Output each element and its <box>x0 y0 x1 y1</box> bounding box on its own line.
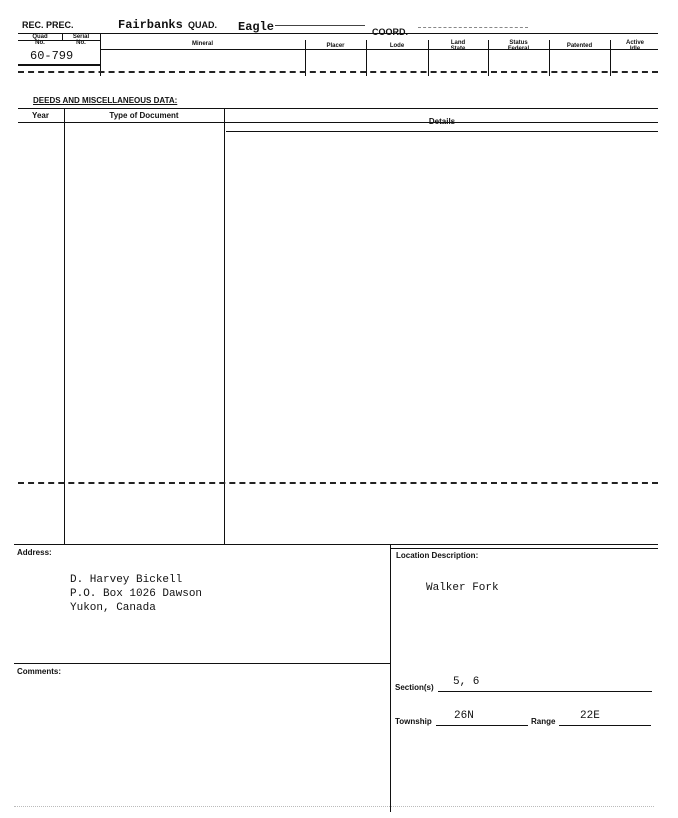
township-label: Township <box>395 717 432 726</box>
section-label: Section(s) <box>395 683 434 692</box>
col-status-federal: Status Federal <box>507 40 530 52</box>
col-active-idle: Active Idle <box>625 40 644 52</box>
col-mineral: Mineral <box>191 41 213 47</box>
col-quad-no: Quad No. <box>32 34 48 46</box>
header-table-top <box>18 33 658 34</box>
quad-value: Eagle <box>238 20 275 34</box>
address-label: Address: <box>17 548 52 557</box>
section-value: 5, 6 <box>453 676 480 688</box>
township-value: 26N <box>454 710 474 722</box>
col-year: Year <box>32 111 49 120</box>
coord-label: COORD. <box>372 27 408 37</box>
address-lines: D. Harvey Bickell P.O. Box 1026 Dawson Yukon, Canada <box>70 574 203 614</box>
range-label: Range <box>531 717 556 726</box>
col-details: Details <box>428 117 456 126</box>
rec-prec-label: REC. PREC. <box>22 20 74 30</box>
col-land-state: Land State <box>450 40 466 52</box>
comments-label: Comments: <box>17 667 62 676</box>
scan-noise <box>14 806 654 807</box>
fairbanks-text: Fairbanks <box>118 18 183 32</box>
col-placer: Placer <box>326 43 345 49</box>
col-lode: Lode <box>389 43 405 49</box>
quad-label: QUAD. <box>188 20 217 30</box>
header-table-bottom <box>18 71 658 73</box>
deeds-title: DEEDS AND MISCELLANEOUS DATA: <box>33 96 178 105</box>
col-patented: Patented <box>566 43 593 49</box>
col-type-of-document: Type of Document <box>109 111 179 120</box>
location-value: Walker Fork <box>426 582 499 594</box>
deeds-separator <box>18 482 658 484</box>
location-label: Location Description: <box>396 551 479 560</box>
col-serial-no: Serial No. <box>72 34 90 46</box>
record-number: 60-799 <box>30 49 74 63</box>
range-value: 22E <box>580 710 600 722</box>
